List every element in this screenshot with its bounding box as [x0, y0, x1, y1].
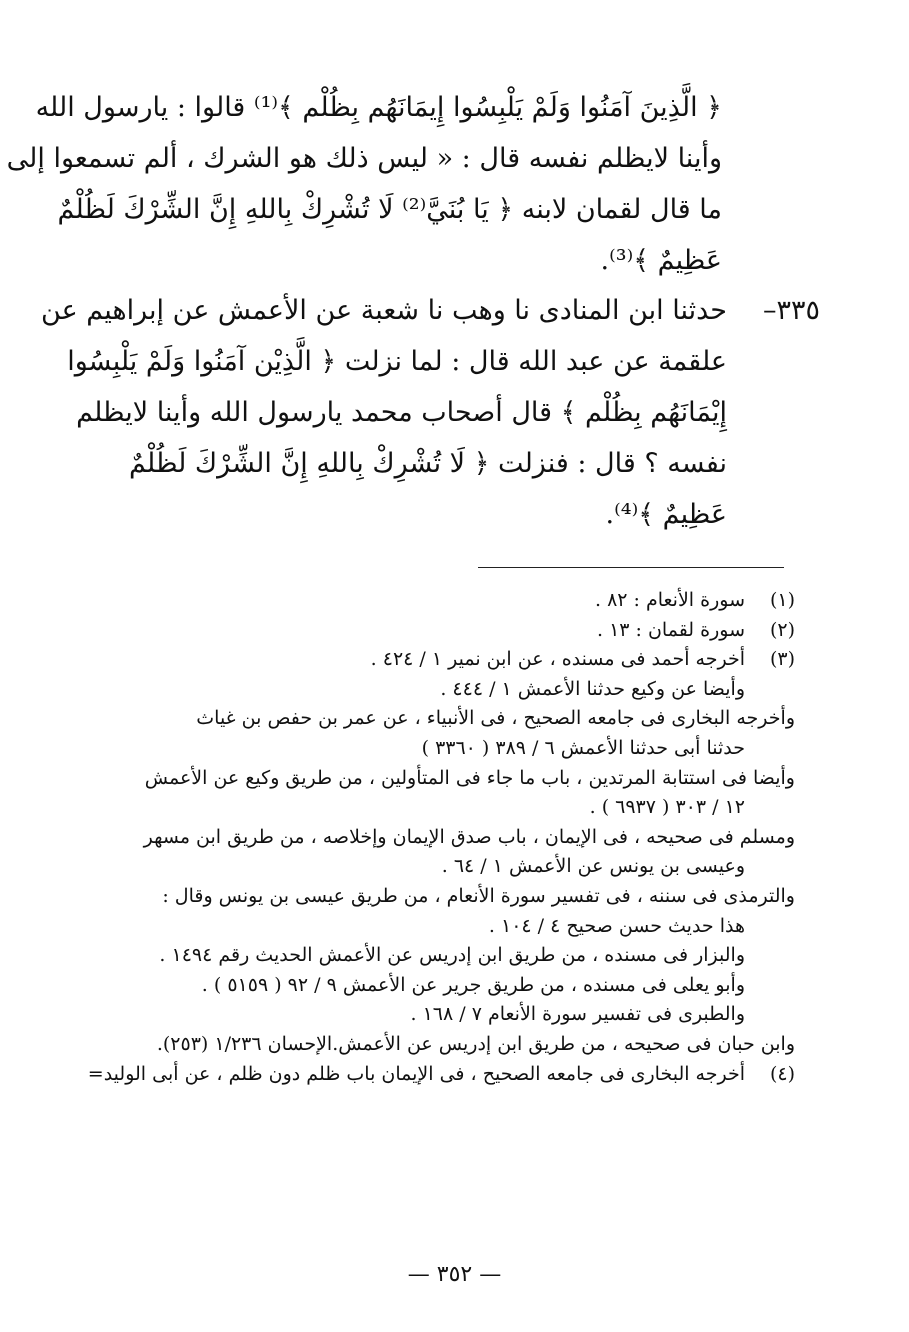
- paragraph-2: [41, 285, 727, 540]
- footnote-line: [70, 704, 795, 734]
- footnote-text: والترمذى فى سننه ، فى تفسير سورة الأنعام ، من طريق عيسى بن يونس وقال :: [162, 884, 795, 907]
- footnote-line: [70, 1030, 795, 1060]
- footnote-text: وأيضا عن وكيع حدثنا الأعمش ١ / ٤٤٤ .: [440, 677, 745, 700]
- footnote-text: والطبرى فى تفسير سورة الأنعام ٧ / ١٦٨ .: [410, 1003, 745, 1026]
- footnote-text: وأيضا فى استتابة المرتدين ، باب ما جاء فى المتأولين ، من طريق وكيع عن الأعمش: [144, 766, 795, 789]
- footnote-line: [70, 734, 795, 764]
- footnote-text: وأبو يعلى فى مسنده ، من طريق جرير عن الأعمش ٩ / ٩٢ ( ٥١٥٩ ) .: [201, 973, 745, 996]
- footnote-marker: (٢): [769, 618, 795, 641]
- footnote-text: أخرجه البخارى فى جامعه الصحيح ، فى الإيمان باب ظلم دون ظلم ، عن أبى الوليد=: [87, 1062, 745, 1085]
- footnote-text: هذا حديث حسن صحيح ٤ / ١٠٤ .: [488, 914, 745, 937]
- footnote-line: [70, 852, 795, 882]
- footnote-text: وأخرجه البخارى فى جامعه الصحيح ، فى الأنبياء ، عن عمر بن حفص بن غياث: [196, 707, 795, 730]
- footnote-line: [70, 1060, 795, 1090]
- footnote-line: [70, 1000, 795, 1030]
- hadith-number: ٣٣٥–: [762, 295, 820, 326]
- footnote-marker: (٣): [769, 648, 795, 671]
- footnote-text: حدثنا أبى حدثنا الأعمش ٦ / ٣٨٩ ( ٣٣٦٠ ): [421, 736, 745, 759]
- footnote-marker: (١): [769, 589, 795, 611]
- footnote-text: ومسلم فى صحيحه ، فى الإيمان ، باب صدق الإيمان وإخلاصه ، من طريق ابن مسهر: [143, 825, 795, 848]
- footnote-marker: (٤): [769, 1062, 795, 1085]
- footnote-text: والبزار فى مسنده ، من طريق ابن إدريس عن الأعمش الحديث رقم ١٤٩٤ .: [159, 944, 745, 967]
- footnote-line: [70, 912, 795, 942]
- footnote-line: [70, 882, 795, 912]
- paragraph-1-line: ﴿ الَّذِينَ آمَنُوا وَلَمْ يَلْبِسُوا إِيمَانَهُم بِظُلْم ﴾⁽¹⁾ قالوا : يارسول الله: [35, 92, 722, 123]
- paragraph-2-line: علقمة عن عبد الله قال : لما نزلت ﴿ الَّذِيْن آمَنُوا وَلَمْ يَلْبِسُوا: [67, 346, 727, 377]
- footnote-separator: [478, 567, 784, 568]
- paragraph-1: [6, 82, 722, 286]
- footnote-line: [70, 971, 795, 1001]
- footnote-line: [70, 616, 795, 646]
- paragraph-1-line: وأينا لايظلم نفسه قال : « ليس ذلك هو الشرك ، ألم تسمعوا إلى: [6, 143, 722, 174]
- footnote-line: [70, 645, 795, 675]
- paragraph-2-line: حدثنا ابن المنادى نا وهب نا شعبة عن الأعمش عن إبراهيم عن: [41, 295, 727, 326]
- footnote-line: [70, 675, 795, 705]
- page-number: — ٣٥٢ —: [407, 1262, 502, 1287]
- footnote-text: أخرجه أحمد فى مسنده ، عن ابن نمير ١ / ٤٢٤ .: [370, 648, 745, 671]
- footnote-text: سورة الأنعام : ٨٢ .: [594, 589, 745, 611]
- footnote-text: وعيسى بن يونس عن الأعمش ١ / ٦٤ .: [441, 855, 745, 878]
- footnote-text: وابن حبان فى صحيحه ، من طريق ابن إدريس عن الأعمش.الإحسان ١/٢٣٦ (٢٥٣).: [156, 1032, 795, 1055]
- paragraph-1-line: ما قال لقمان لابنه ﴿ يَا بُنَيَّ⁽²⁾ لَا تُشْرِكْ بِاللهِ إِنَّ الشِّرْكَ لَظُلْمٌ: [57, 194, 722, 225]
- footnote-line: [70, 764, 795, 794]
- footnote-line: [70, 941, 795, 971]
- footnote-text: سورة لقمان : ١٣ .: [596, 618, 745, 641]
- paragraph-2-line: إِيْمَانَهُم بِظُلْم ﴾ قال أصحاب محمد يارسول الله وأينا لايظلم: [76, 397, 727, 428]
- footnote-text: ١٢ / ٣٠٣ ( ٦٩٣٧ ) .: [589, 796, 745, 819]
- footnote-line: [70, 823, 795, 853]
- paragraph-2-line: عَظِيمٌ ﴾⁽⁴⁾.: [605, 499, 727, 530]
- footnote-line: [70, 586, 795, 616]
- paragraph-2-line: نفسه ؟ قال : فنزلت ﴿ لَا تُشْرِكْ بِاللهِ إِنَّ الشِّرْكَ لَظُلْمٌ: [129, 448, 727, 479]
- footnotes: [70, 586, 795, 1089]
- footnote-line: [70, 793, 795, 823]
- paragraph-1-line: عَظِيمٌ ﴾⁽³⁾.: [600, 245, 722, 276]
